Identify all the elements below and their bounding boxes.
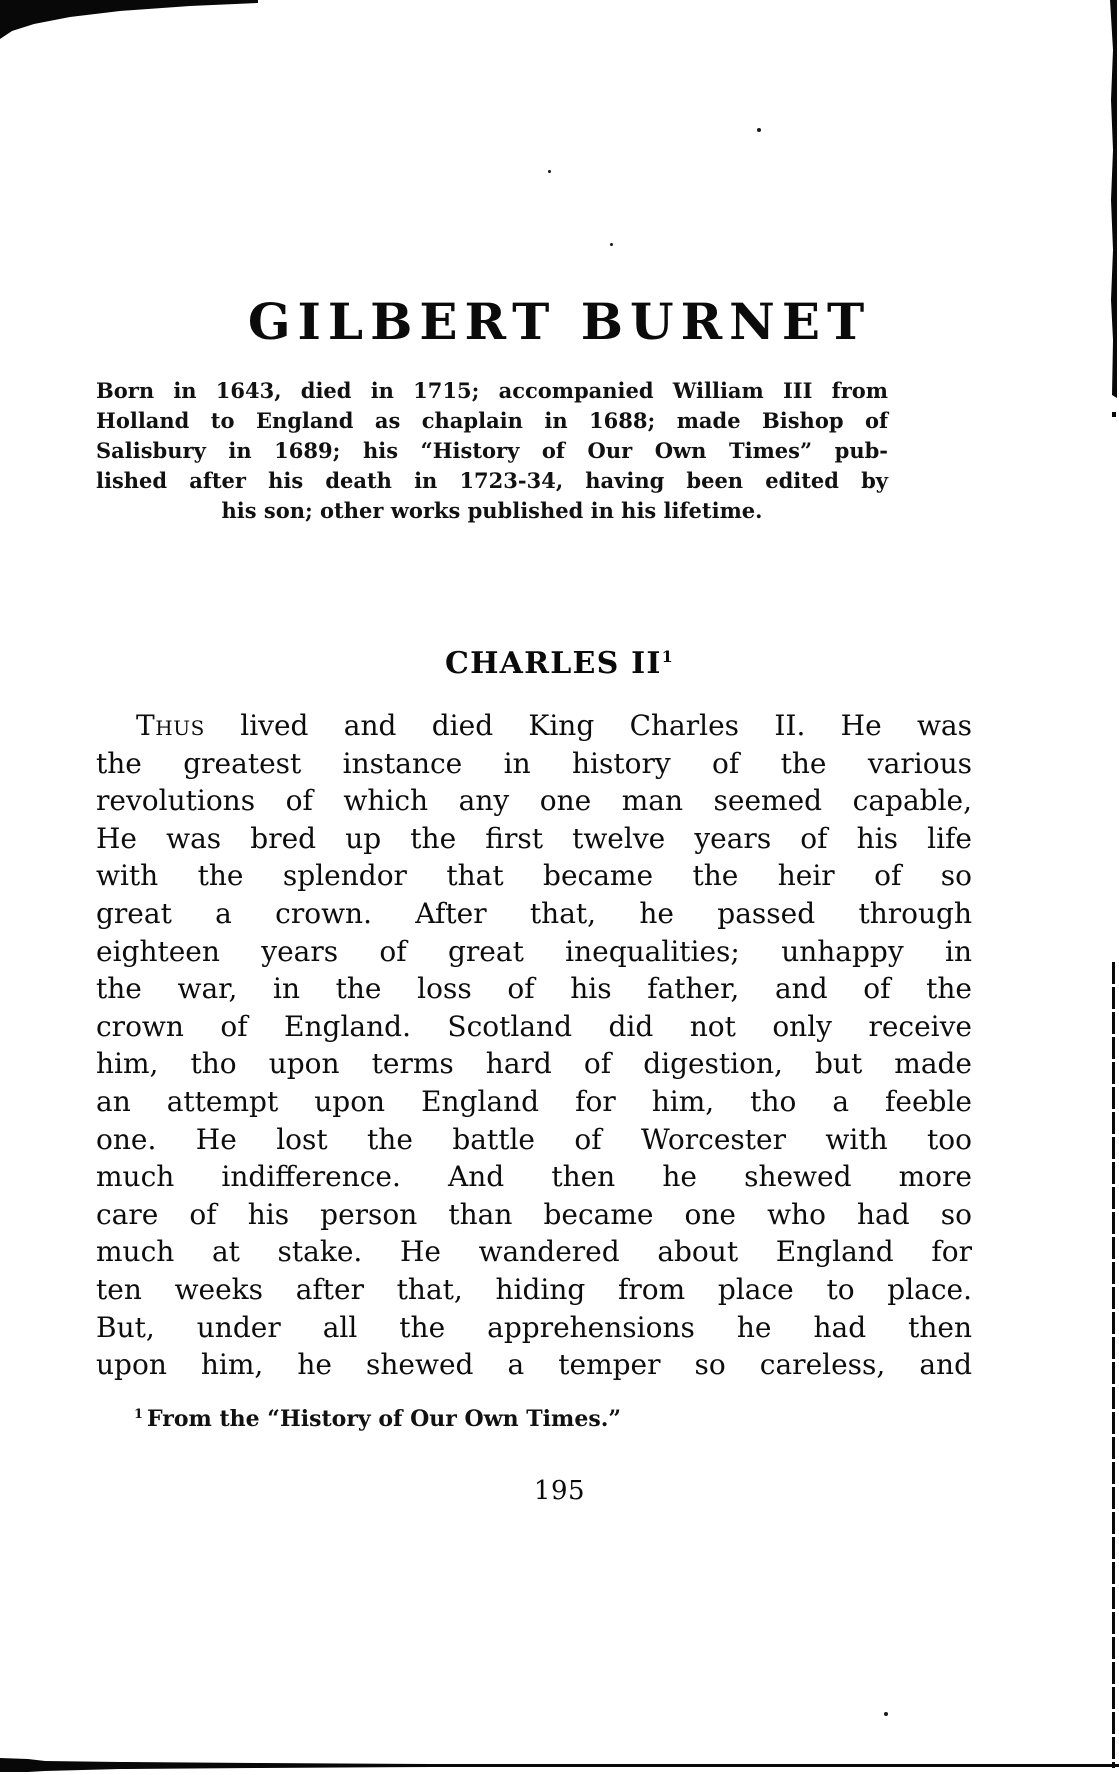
smallcaps-lead-word: Thus <box>136 709 205 742</box>
body-line-text: lived and died King Charles II. He was <box>204 709 972 742</box>
scan-artifact-right-dot <box>1112 412 1116 417</box>
scan-speck <box>757 128 761 132</box>
body-line: ten weeks after that, hiding from place to place. <box>96 1272 972 1306</box>
bio-line: Born in 1643, died in 1715; accompanied William III from <box>96 378 888 403</box>
scan-speck <box>884 1712 888 1716</box>
section-heading <box>0 646 1119 681</box>
scan-speck <box>610 243 613 246</box>
section-heading-text: CHARLES II <box>445 646 662 681</box>
bio-line: Holland to England as chaplain in 1688; made Bishop of <box>96 408 888 433</box>
bio-line: lished after his death in 1723-34, having been edited by <box>96 468 888 493</box>
scan-artifact-right-line <box>1112 962 1115 1768</box>
bio-line: his son; other works published in his lifetime. <box>221 498 763 523</box>
body-line: one. He lost the battle of Worcester with too <box>96 1122 972 1156</box>
body-line: great a crown. After that, he passed through <box>96 896 972 930</box>
body-line <box>96 707 972 745</box>
footnote-reference-marker: 1 <box>661 647 674 666</box>
body-line: He was bred up the first twelve years of his life <box>96 821 972 855</box>
biographical-note <box>96 376 888 526</box>
body-line: But, under all the apprehensions he had then <box>96 1310 972 1344</box>
author-title: GILBERT BURNET <box>247 292 872 351</box>
body-line: crown of England. Scotland did not only receive <box>96 1009 972 1043</box>
body-line: with the splendor that became the heir of so <box>96 859 972 893</box>
footnote-text: From the “History of Our Own Times.” <box>147 1406 622 1432</box>
scan-artifact-top-wedge <box>0 0 258 40</box>
footnote-marker: 1 <box>134 1406 144 1422</box>
body-line: upon him, he shewed a temper so careless, and <box>96 1348 972 1382</box>
body-line: him, tho upon terms hard of digestion, but made <box>96 1047 972 1081</box>
body-line: an attempt upon England for him, tho a feeble <box>96 1084 972 1118</box>
body-line: the war, in the loss of his father, and of the <box>96 972 972 1006</box>
footnote <box>134 1406 834 1432</box>
scan-speck <box>548 170 551 173</box>
scan-artifact-bottom-bar <box>0 1755 1119 1774</box>
body-line: eighteen years of great inequalities; unhappy in <box>96 934 972 968</box>
page-number: 195 <box>533 1476 586 1506</box>
body-line: much at stake. He wandered about England for <box>96 1235 972 1269</box>
body-text <box>96 707 972 1384</box>
body-line: the greatest instance in history of the various <box>96 746 972 780</box>
bio-line: Salisbury in 1689; his “History of Our Own Times” pub- <box>96 438 888 463</box>
body-line: much indifference. And then he shewed more <box>96 1160 972 1194</box>
body-line: revolutions of which any one man seemed capable, <box>96 784 972 818</box>
body-line: care of his person than became one who had so <box>96 1197 972 1231</box>
